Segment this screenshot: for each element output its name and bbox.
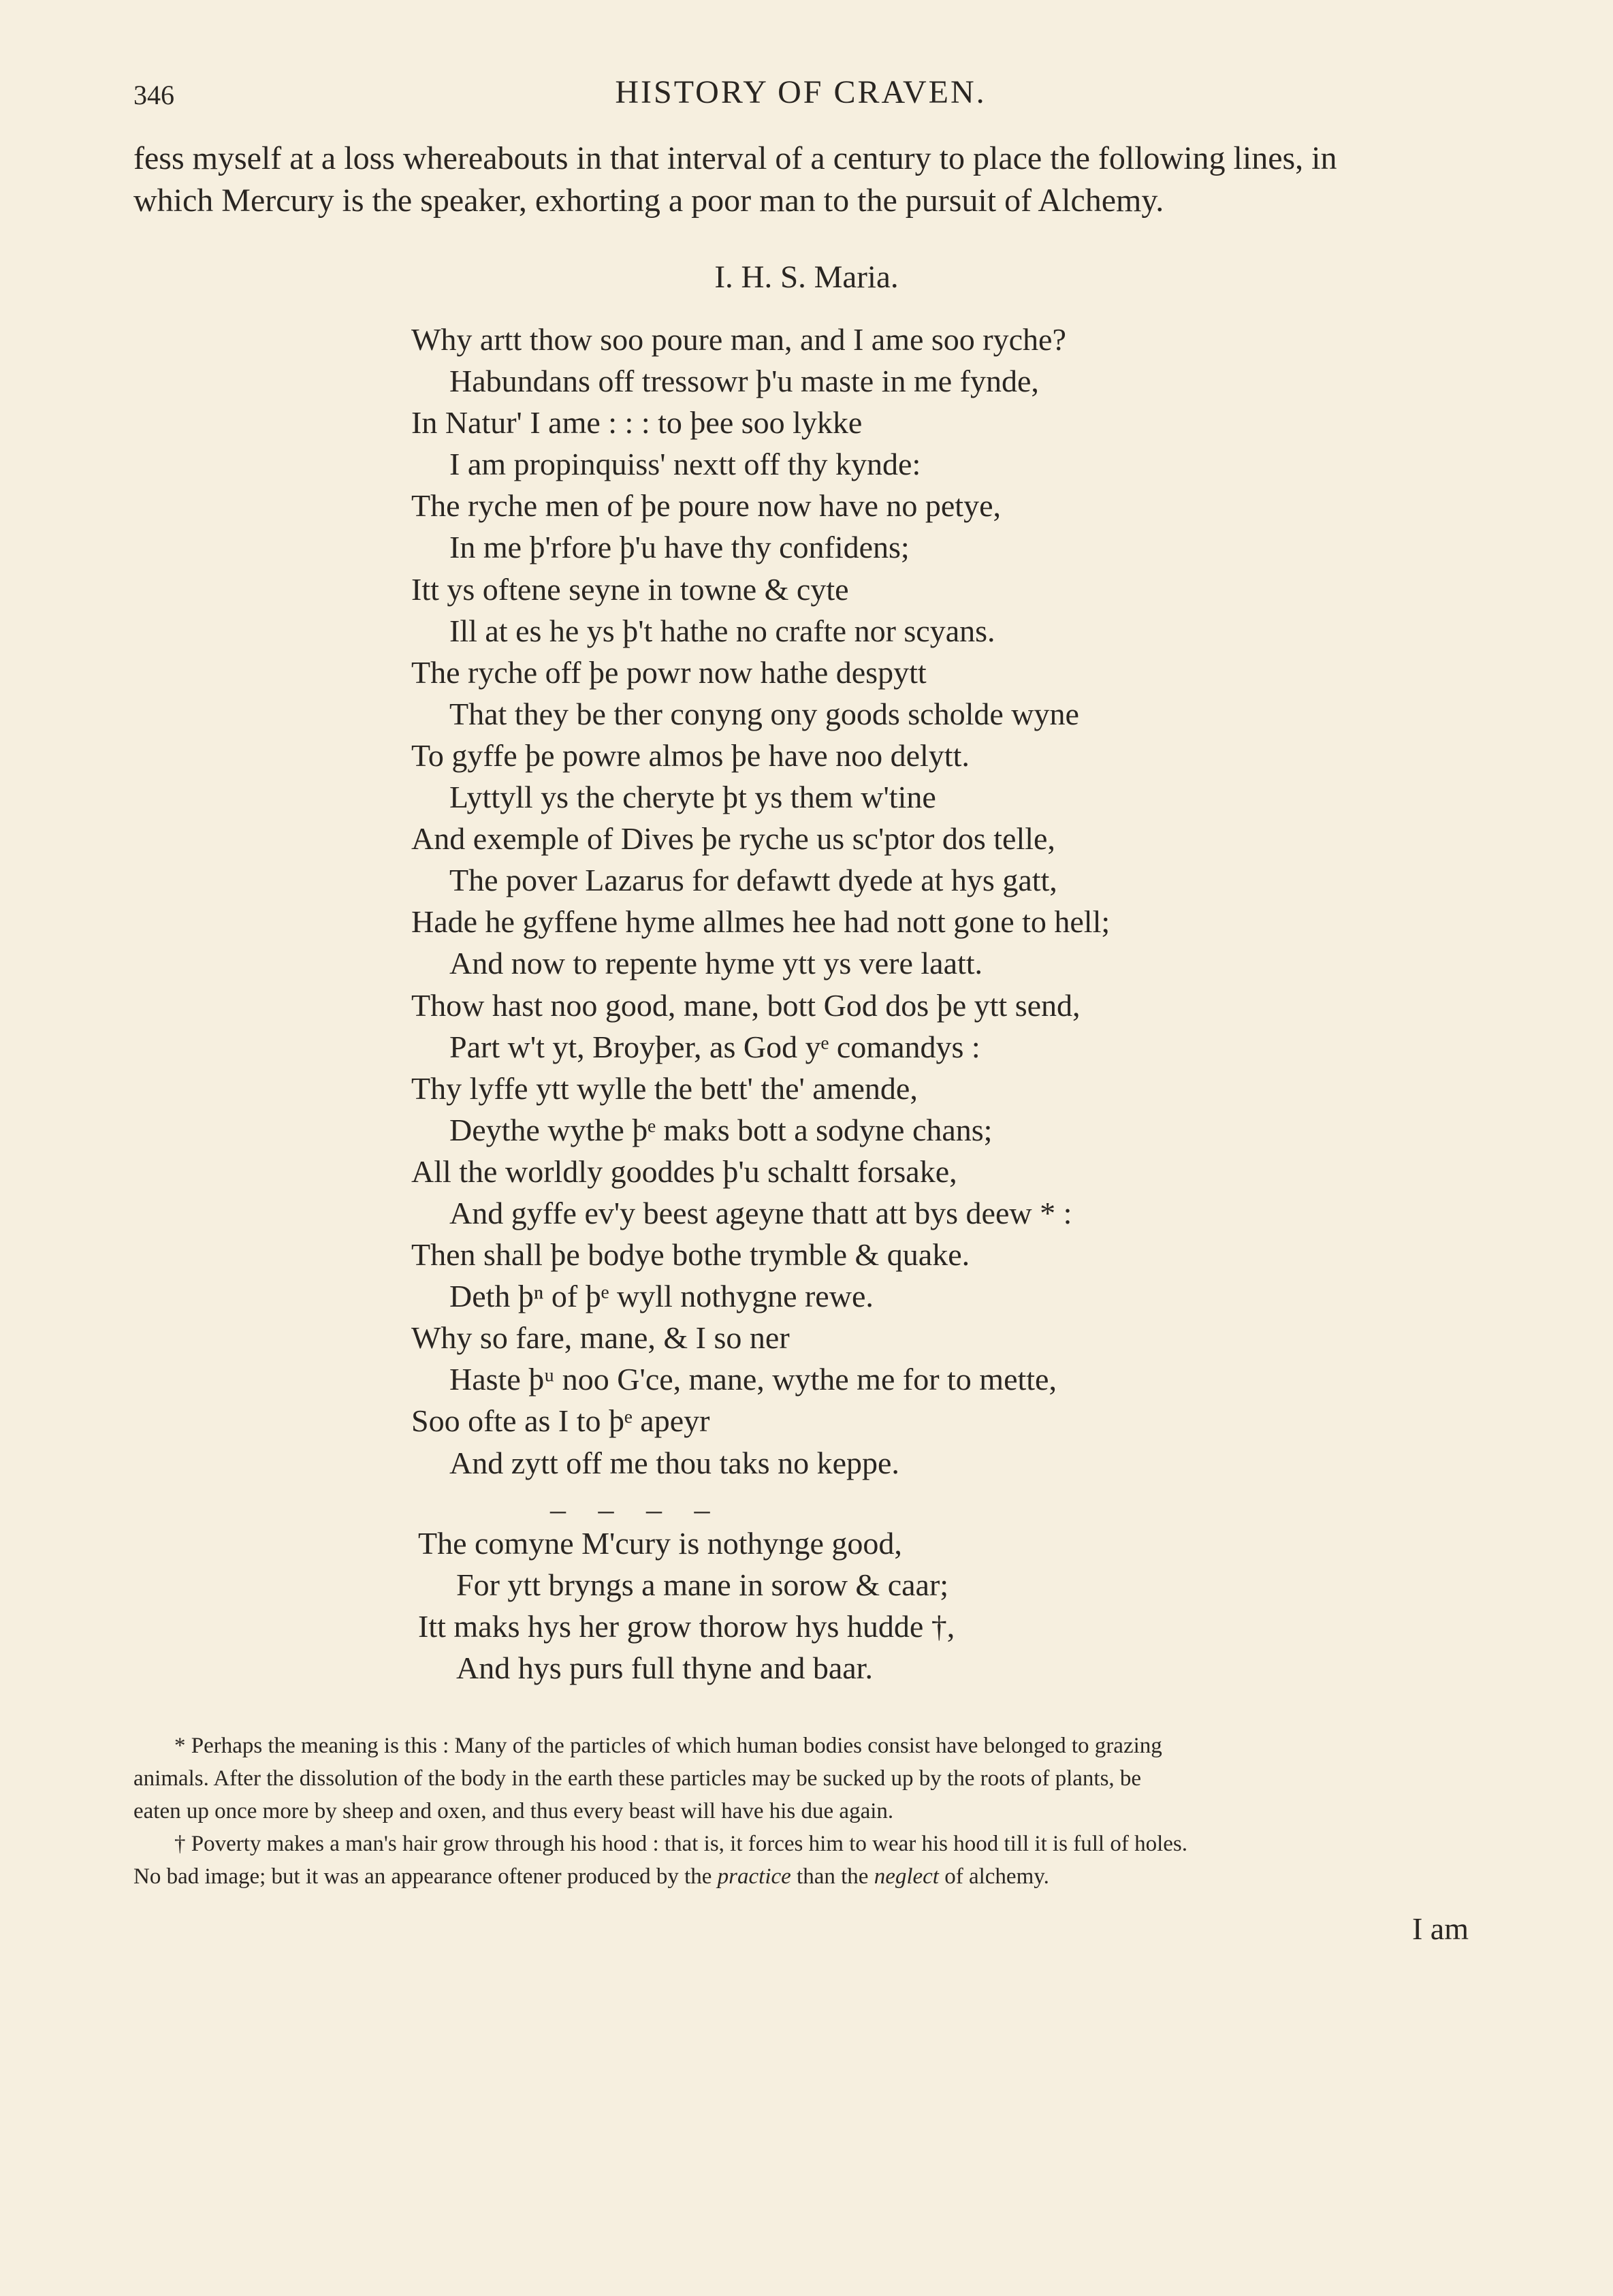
verse-line: All the worldly gooddes þ'u schaltt forsake, xyxy=(411,1153,957,1189)
verse-line: The ryche off þe powr now hathe despytt xyxy=(411,654,927,690)
footnote-line: * Perhaps the meaning is this : Many of the particles of which human bodies consist have belonged to grazing xyxy=(174,1734,1162,1758)
page-header xyxy=(133,74,1468,121)
verse-line: Lyttyll ys the cheryte þt ys them w'tine xyxy=(449,780,936,815)
footnote-text: of alchemy. xyxy=(938,1864,1049,1889)
verse-line: Itt ys oftene seyne in towne & cyte xyxy=(411,571,849,607)
footnote-line: eaten up once more by sheep and oxen, and thus every beast will have his due again. xyxy=(133,1799,894,1823)
verse-line: And now to repente hyme ytt ys vere laatt. xyxy=(449,946,983,981)
footnote-emphasis: practice xyxy=(717,1864,791,1889)
footnote-text: No bad image; but it was an appearance oftener produced by the xyxy=(133,1864,718,1889)
intro-paragraph xyxy=(133,138,1468,222)
verse-line: Thow hast noo good, mane, bott God dos þe ytt send, xyxy=(411,987,1081,1023)
verse-line: And gyffe ev'y beest ageyne thatt att bys deew * : xyxy=(449,1195,1072,1230)
verse-line: Hade he gyffene hyme allmes hee had nott gone to hell; xyxy=(411,904,1111,940)
verse-line: To gyffe þe powre almos þe have noo delytt. xyxy=(411,737,970,773)
verse-line: Ill at es he ys þ't hathe no crafte nor scyans. xyxy=(449,613,995,648)
footnotes xyxy=(133,1729,1468,1893)
verse-line: And zytt off me thou taks no keppe. xyxy=(449,1445,899,1480)
verse-line: Why so fare, mane, & I so ner xyxy=(411,1320,790,1356)
poem-title: I. H. S. Maria. xyxy=(714,259,899,295)
verse-line: For ytt bryngs a mane in sorow & caar; xyxy=(456,1567,949,1603)
running-head: HISTORY OF CRAVEN. xyxy=(615,74,987,110)
verse-line: Habundans off tressowr þ'u maste in me fynde, xyxy=(449,364,1039,399)
verse-line: Then shall þe bodye bothe trymble & quake. xyxy=(411,1237,970,1273)
verse-line: Thy lyffe ytt wylle the bett' the' amende, xyxy=(411,1070,918,1106)
footnote-text: than the xyxy=(790,1864,874,1889)
poem-stanza-2 xyxy=(418,1522,1303,1689)
verse-line: Why artt thow soo poure man, and I ame soo ryche? xyxy=(411,322,1066,357)
verse-line: In me þ'rfore þ'u have thy confidens; xyxy=(449,530,910,565)
verse-line: Haste þᵘ noo G'ce, mane, wythe me for to mette, xyxy=(449,1362,1057,1397)
verse-line: The ryche men of þe poure now have no petye, xyxy=(411,488,1002,524)
verse-line: Deth þⁿ of þᵉ wyll nothygne rewe. xyxy=(449,1279,874,1314)
verse-line: And hys purs full thyne and baar. xyxy=(456,1651,873,1686)
intro-line: fess myself at a loss whereabouts in that interval of a century to place the following lines, in xyxy=(133,140,1337,176)
footnote-line: animals. After the dissolution of the body in the earth these particles may be sucked up by the roots of plants, be xyxy=(133,1766,1142,1791)
footnote-line: † Poverty makes a man's hair grow through his hood : that is, it forces him to wear his hood till it is full of holes. xyxy=(174,1832,1187,1856)
page-number: 346 xyxy=(133,80,174,110)
verse-line: And exemple of Dives þe ryche us sc'ptor dos telle, xyxy=(411,821,1055,857)
verse-line: Soo ofte as I to þᵉ apeyr xyxy=(411,1403,710,1439)
catchword: I am xyxy=(1411,1911,1469,1946)
poem-stanza-1 xyxy=(411,319,1296,1484)
footnote-line xyxy=(133,1860,1468,1893)
footnote-emphasis: neglect xyxy=(874,1864,939,1889)
verse-line: The comyne M'cury is nothynge good, xyxy=(418,1526,902,1561)
verse-line: Part w't yt, Broyþer, as God yᵉ comandys : xyxy=(449,1029,980,1064)
verse-line: I am propinquiss' nextt off thy kynde: xyxy=(449,447,921,482)
verse-line: Deythe wythe þᵉ maks bott a sodyne chans; xyxy=(449,1112,993,1147)
intro-line: which Mercury is the speaker, exhorting a poor man to the pursuit of Alchemy. xyxy=(133,182,1164,219)
verse-line: In Natur' I ame : : : to þee soo lykke xyxy=(411,405,863,441)
verse-line: The pover Lazarus for defawtt dyede at hys gatt, xyxy=(449,863,1057,898)
stanza-separator: – – – – xyxy=(550,1492,722,1527)
verse-line: That they be ther conyng ony goods scholde wyne xyxy=(449,696,1079,731)
verse-line: Itt maks hys her grow thorow hys hudde †, xyxy=(418,1609,955,1644)
